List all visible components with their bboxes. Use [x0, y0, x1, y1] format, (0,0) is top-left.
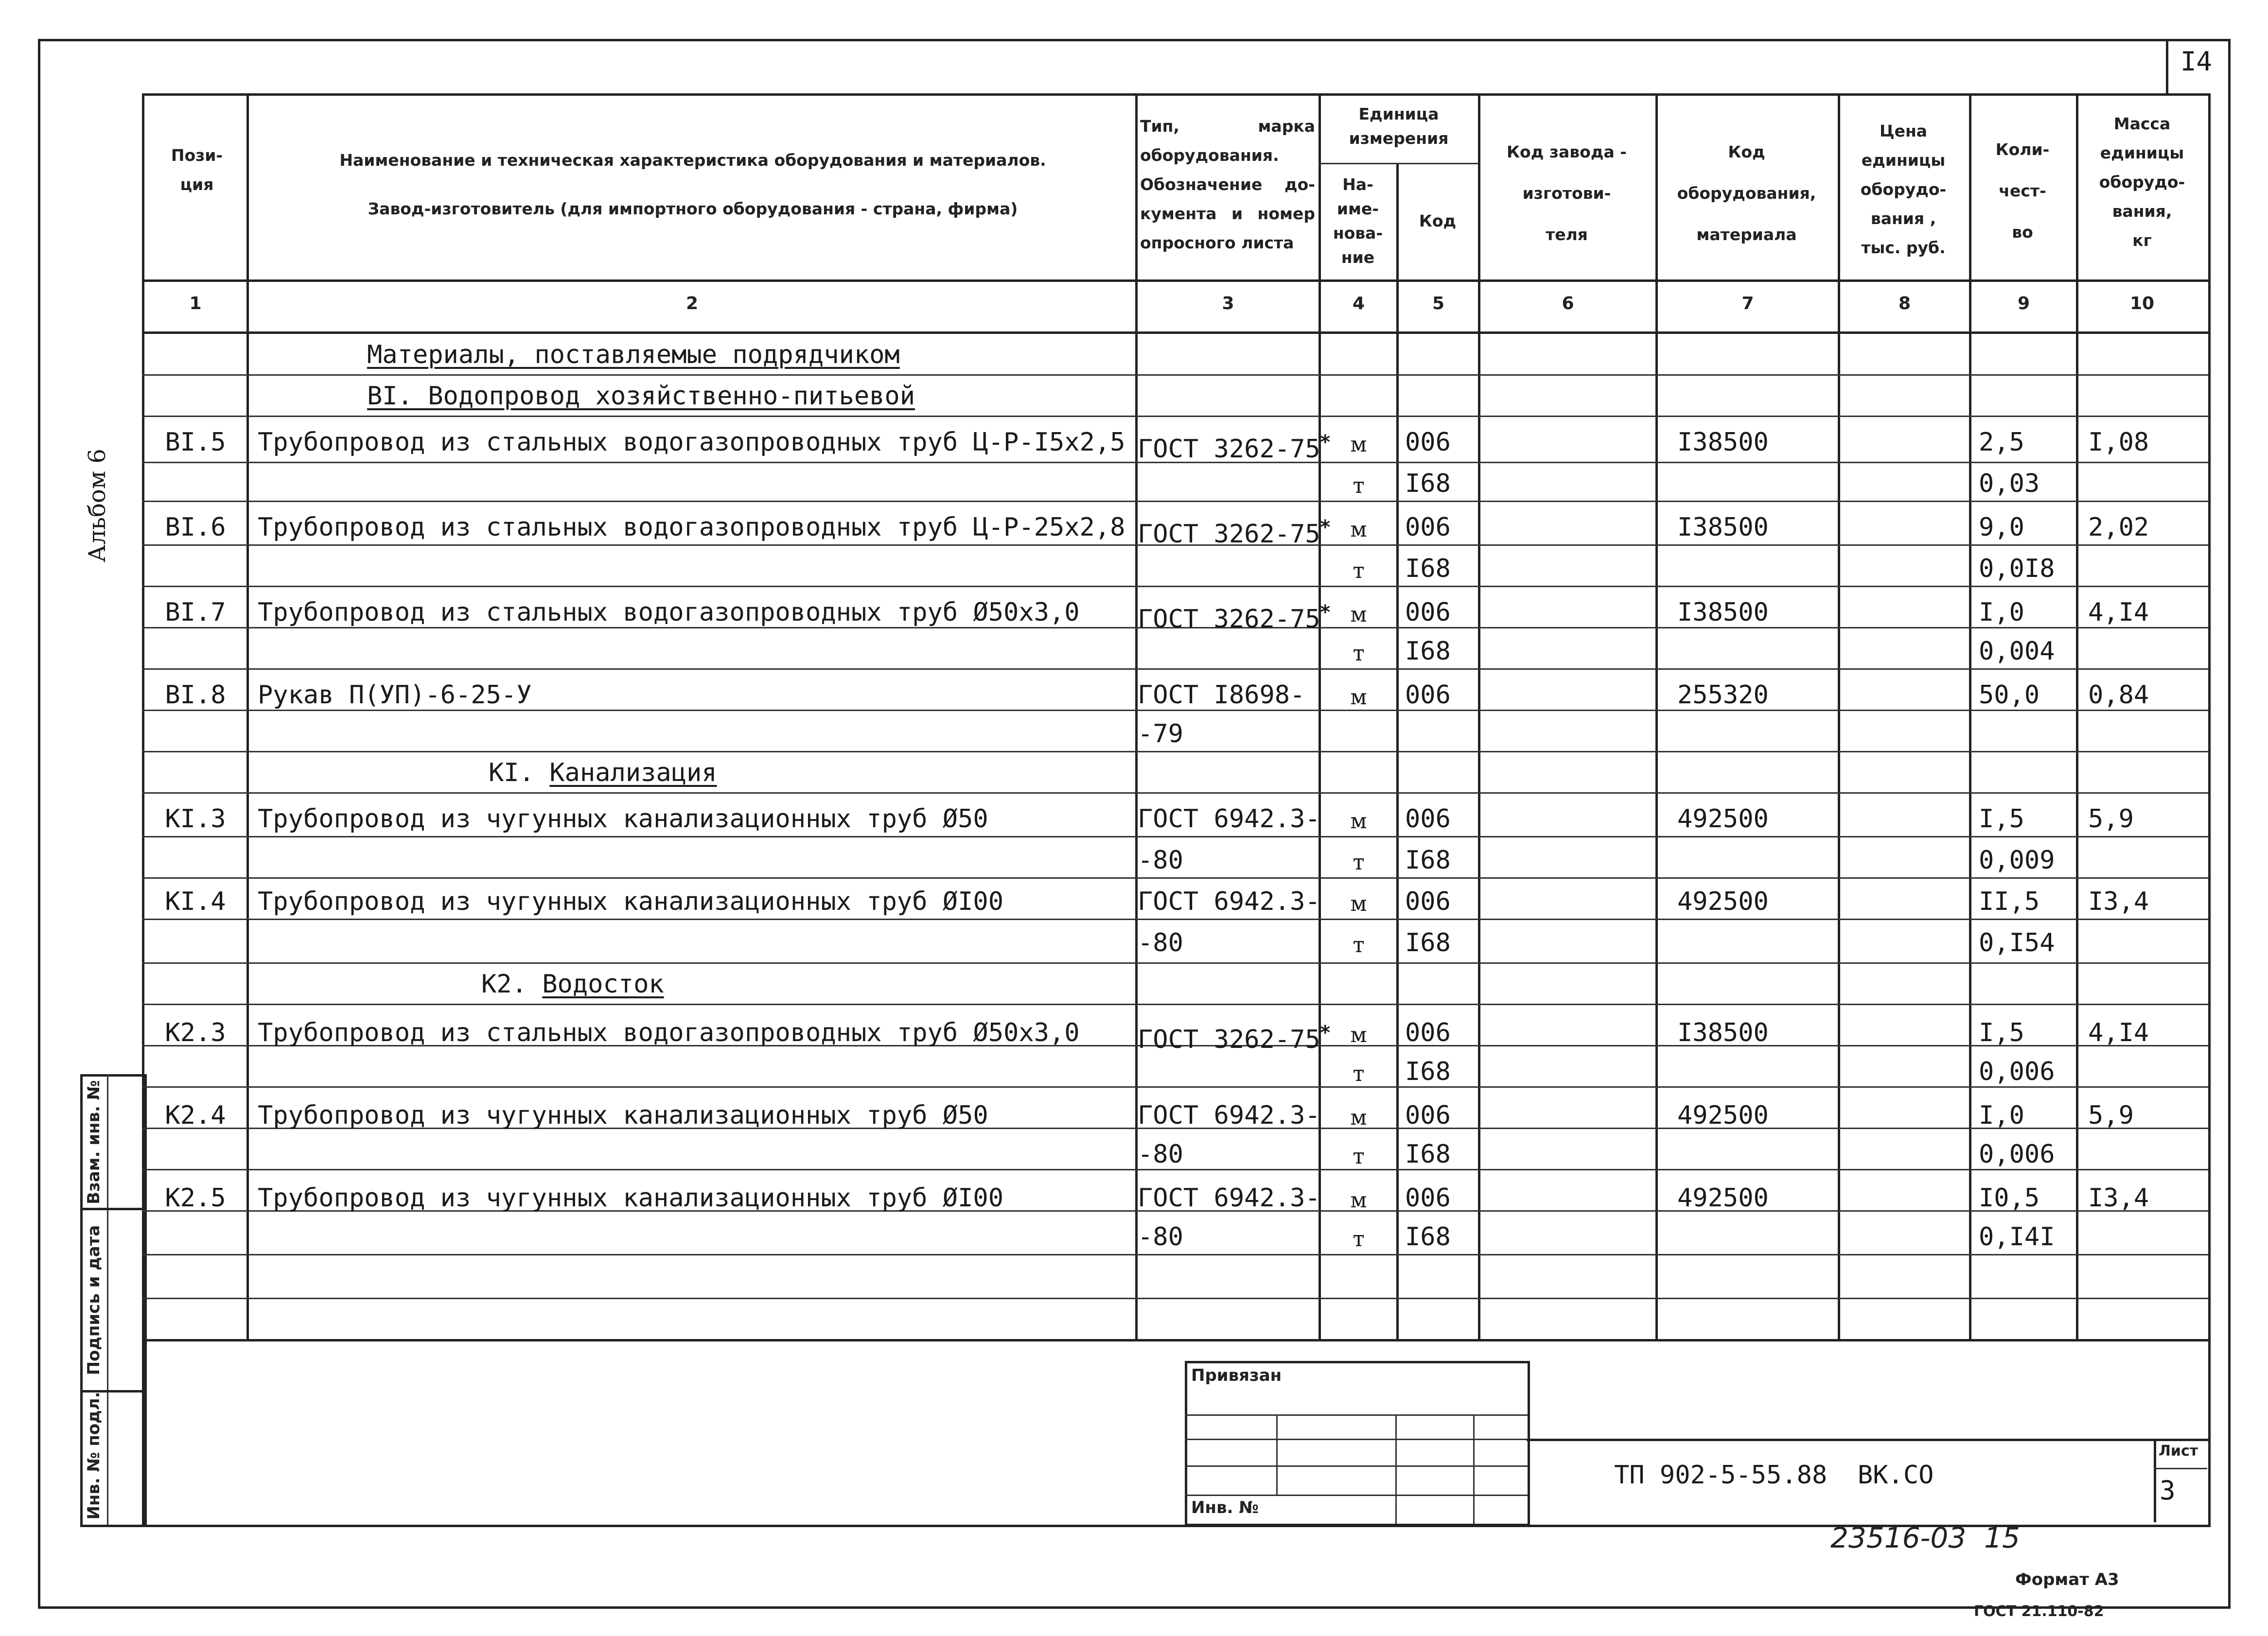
cell-code: I38500: [1677, 513, 1769, 542]
section-sewerage-title: Канализация: [549, 758, 717, 787]
section-sewerage: [489, 758, 717, 787]
column-number: 1: [189, 294, 202, 313]
cell-doc: -80: [1138, 1222, 1183, 1252]
cell-unit: т: [1353, 641, 1365, 666]
title-block-top-line: [1527, 1439, 2208, 1441]
cell-qty: 2,5: [1979, 428, 2024, 457]
cell-doc: -79: [1138, 719, 1183, 748]
cell-code: 492500: [1677, 1101, 1769, 1130]
cell-doc-star: *: [1319, 601, 1331, 624]
row-line: [142, 1298, 2208, 1299]
cell-unit-code: I68: [1405, 1057, 1451, 1086]
cell-unit-code: 006: [1405, 428, 1451, 457]
gost-label: ГОСТ 21.110-82: [1974, 1603, 2104, 1617]
cell-unit-code: 006: [1405, 680, 1451, 710]
cell-pos: K2.3: [165, 1018, 226, 1047]
cell-unit-code: I68: [1405, 1140, 1451, 1169]
cell-name: Трубопровод из стальных водогазопроводных труб Ц-Р-25x2,8: [258, 513, 1125, 542]
cell-doc: ГОСТ 6942.3-: [1138, 1101, 1320, 1130]
cell-code: 492500: [1677, 1183, 1769, 1213]
column-number: 2: [686, 294, 699, 313]
cell-unit-code: 006: [1405, 1018, 1451, 1047]
cell-doc: -80: [1138, 1140, 1183, 1169]
cell-qty: 0,I54: [1979, 928, 2055, 957]
cell-doc-text: ГОСТ 3262-75: [1138, 520, 1320, 549]
side-stamp-podpis: Подпись и дата: [84, 1225, 104, 1375]
header-bottom-line: [142, 279, 2208, 282]
row-line: [142, 1254, 2208, 1255]
cell-doc-text: ГОСТ 3262-75: [1138, 605, 1320, 634]
cell-unit-code: 006: [1405, 804, 1451, 834]
cell-qty: 0,03: [1979, 469, 2040, 498]
row-line: [142, 586, 2208, 587]
cell-unit: т: [1353, 933, 1365, 957]
privyazan-line: [1185, 1495, 1528, 1496]
header-unit-name: На- име- нова- ние: [1333, 175, 1383, 267]
cell-unit: т: [1353, 1144, 1365, 1169]
cell-pos: K2.4: [165, 1101, 226, 1130]
header-name: Наименование и техническая характеристика оборудования и материалов. Завод-изготовитель (для импортного оборудования - страна, фирма): [339, 151, 1046, 218]
cell-unit-code: 006: [1405, 887, 1451, 916]
cell-doc-star: *: [1319, 1022, 1331, 1044]
cell-mass: I3,4: [2088, 1183, 2149, 1213]
cell-pos: K2.5: [165, 1183, 226, 1213]
cell-qty: 50,0: [1979, 680, 2040, 710]
cell-code: I38500: [1677, 1018, 1769, 1047]
row-line: [142, 962, 2208, 964]
privyazan-line: [1185, 1439, 1528, 1440]
cell-qty: 0,0I8: [1979, 554, 2055, 583]
list-box-split: [2154, 1468, 2207, 1469]
cell-pos: BI.6: [165, 513, 226, 542]
cell-qty: I,5: [1979, 1018, 2024, 1047]
cell-unit: м: [1350, 1023, 1367, 1047]
side-stamp-divider: [107, 1074, 108, 1525]
row-line: [142, 1169, 2208, 1170]
cell-doc-text: ГОСТ 3262-75: [1138, 1025, 1320, 1054]
cell-unit: т: [1353, 1227, 1365, 1252]
header-doc: Тип, марка оборудования. Обозначение до- кумента и номер опросного листа: [1140, 117, 1315, 252]
header-equipment-code: Код оборудования, материала: [1677, 142, 1816, 244]
list-label: Лист: [2159, 1443, 2198, 1460]
header-price: Цена единицы оборудо- вания , тыс. руб.: [1860, 122, 1947, 257]
cell-name: Трубопровод из чугунных канализационных труб Ø50: [258, 804, 988, 834]
cell-unit: м: [1350, 432, 1367, 457]
cell-unit: м: [1350, 517, 1367, 542]
header-mass: Масса единицы оборудо- вания, кг: [2099, 114, 2185, 250]
column-number: 5: [1432, 294, 1445, 313]
cell-doc: ГОСТ 6942.3-: [1138, 804, 1320, 834]
cell-qty: 0,006: [1979, 1057, 2055, 1086]
cell-unit: м: [1350, 1105, 1367, 1130]
column-number: 3: [1222, 294, 1234, 313]
section-water-supply: [367, 382, 915, 411]
table-bottom-line: [142, 1339, 2208, 1341]
cell-doc: -80: [1138, 846, 1183, 875]
row-line: [142, 836, 2208, 837]
cell-unit-code: I68: [1405, 554, 1451, 583]
cell-code: 255320: [1677, 680, 1769, 710]
section-sewerage-prefix: KI.: [489, 758, 550, 787]
cell-unit: т: [1353, 473, 1365, 498]
row-line: [142, 710, 2208, 711]
row-line: [142, 792, 2208, 794]
privyazan-col: [1276, 1414, 1278, 1495]
format-label: Формат А3: [2015, 1570, 2119, 1589]
privyazan-line: [1185, 1465, 1528, 1467]
cell-qty: 0,004: [1979, 637, 2055, 666]
cell-doc-text: ГОСТ 3262-75: [1138, 435, 1320, 464]
cell-pos: KI.3: [165, 804, 226, 834]
cell-mass: 5,9: [2088, 804, 2134, 834]
cell-qty: I,0: [1979, 598, 2024, 627]
side-stamp-vzam: Взам. инв. №: [84, 1080, 104, 1204]
cell-doc: [1138, 428, 1331, 464]
row-line: [142, 1004, 2208, 1005]
cell-unit-code: 006: [1405, 513, 1451, 542]
cell-doc: [1138, 513, 1331, 549]
row-line: [142, 751, 2208, 752]
column-number: 8: [1898, 294, 1911, 313]
cell-doc: [1138, 598, 1331, 634]
cell-unit-code: 006: [1405, 1101, 1451, 1130]
cell-unit: м: [1350, 891, 1367, 916]
cell-qty: I,5: [1979, 804, 2024, 834]
cell-mass: 4,I4: [2088, 1018, 2149, 1047]
cell-doc: ГОСТ I8698-: [1138, 680, 1305, 710]
unit-header-split: [1319, 163, 1479, 164]
side-stamp-line-1: [80, 1208, 144, 1210]
side-stamp-inv: Инв. № подл.: [84, 1392, 104, 1520]
cell-unit: м: [1350, 685, 1367, 710]
cell-code: I38500: [1677, 598, 1769, 627]
cell-mass: 5,9: [2088, 1101, 2134, 1130]
cell-qty: II,5: [1979, 887, 2040, 916]
cell-mass: 0,84: [2088, 680, 2149, 710]
row-line: [142, 416, 2208, 417]
cell-code: 492500: [1677, 804, 1769, 834]
column-number-line: [142, 331, 2208, 334]
cell-unit: т: [1353, 1062, 1365, 1086]
section-drain: [481, 970, 664, 999]
header-unit: Единица измерения: [1349, 104, 1449, 148]
cell-unit: м: [1350, 809, 1367, 834]
cell-code: 492500: [1677, 887, 1769, 916]
sheet-corner-number: I4: [2180, 46, 2213, 77]
cell-name: Трубопровод из стальных водогазопроводных труб Ø50x3,0: [258, 1018, 1080, 1047]
cell-pos: BI.8: [165, 680, 226, 710]
cell-unit-code: 006: [1405, 598, 1451, 627]
row-line: [142, 501, 2208, 502]
column-number: 4: [1352, 294, 1365, 313]
privyazan-line: [1185, 1414, 1528, 1416]
cell-doc: -80: [1138, 928, 1183, 957]
cell-qty: 0,006: [1979, 1140, 2055, 1169]
header-quantity: Коли- чест- во: [1995, 140, 2050, 242]
cell-qty: 0,009: [1979, 846, 2055, 875]
column-number: 6: [1562, 294, 1574, 313]
cell-name: Трубопровод из чугунных канализационных труб Ø50: [258, 1101, 988, 1130]
list-number: 3: [2160, 1475, 2176, 1506]
header-position: Пози- ция: [171, 146, 223, 194]
header-factory-code: Код завода - изготови- теля: [1507, 142, 1627, 244]
cell-qty: I0,5: [1979, 1183, 2040, 1213]
privyazan-col: [1473, 1414, 1475, 1524]
cell-unit-code: 006: [1405, 1183, 1451, 1213]
cell-unit: т: [1353, 558, 1365, 583]
cell-doc-star: *: [1319, 431, 1331, 453]
document-designation: ТП 902-5-55.88 ВК.СО: [1614, 1461, 1934, 1490]
album-label: Альбом 6: [84, 449, 111, 562]
cell-unit-code: I68: [1405, 637, 1451, 666]
cell-mass: 2,02: [2088, 513, 2149, 542]
cell-qty: 0,I4I: [1979, 1222, 2055, 1252]
cell-pos: BI.7: [165, 598, 226, 627]
column-number: 9: [2017, 294, 2030, 313]
row-line: [142, 1086, 2208, 1088]
cell-doc: [1138, 1018, 1331, 1054]
cell-unit-code: I68: [1405, 846, 1451, 875]
cell-unit-code: I68: [1405, 1222, 1451, 1252]
section-drain-prefix: K2.: [481, 970, 543, 999]
row-line: [142, 374, 2208, 376]
cell-unit: м: [1350, 602, 1367, 627]
cell-pos: KI.4: [165, 887, 226, 916]
section-materials: Материалы, поставляемые подрядчиком: [367, 340, 900, 369]
cell-unit-code: I68: [1405, 928, 1451, 957]
privyazan-col: [1395, 1414, 1397, 1524]
cell-qty: 9,0: [1979, 513, 2024, 542]
cell-doc: ГОСТ 6942.3-: [1138, 887, 1320, 916]
cell-name: Трубопровод из чугунных канализационных труб ØI00: [258, 1183, 1004, 1213]
cell-qty: I,0: [1979, 1101, 2024, 1130]
cell-unit-code: I68: [1405, 469, 1451, 498]
cell-name: Трубопровод из стальных водогазопроводных труб Ø50x3,0: [258, 598, 1080, 627]
privyazan-label: Привязан: [1191, 1366, 1282, 1385]
cell-name: Трубопровод из чугунных канализационных труб ØI00: [258, 887, 1004, 916]
section-water-supply-title: BI. Водопровод хозяйственно-питьевой: [367, 382, 915, 411]
cell-code: I38500: [1677, 428, 1769, 457]
header-unit-code: Код: [1419, 211, 1457, 230]
cell-mass: I3,4: [2088, 887, 2149, 916]
cell-mass: I,08: [2088, 428, 2149, 457]
cell-name: Трубопровод из стальных водогазопроводных труб Ц-Р-I5x2,5: [258, 428, 1125, 457]
row-line: [142, 919, 2208, 920]
cell-doc: ГОСТ 6942.3-: [1138, 1183, 1320, 1213]
cell-name: Рукав П(УП)-6-25-У: [258, 680, 532, 710]
row-line: [142, 877, 2208, 879]
row-line: [142, 668, 2208, 670]
column-number: 7: [1741, 294, 1754, 313]
cell-mass: 4,I4: [2088, 598, 2149, 627]
handwritten-number: 23516-03 15: [1830, 1521, 2020, 1554]
cell-unit: м: [1350, 1188, 1367, 1213]
cell-unit: т: [1353, 850, 1365, 875]
section-drain-title: Водосток: [542, 970, 664, 999]
inv-no-label: Инв. №: [1191, 1498, 1259, 1517]
column-number: 10: [2129, 294, 2155, 313]
cell-doc-star: *: [1319, 516, 1331, 539]
cell-pos: BI.5: [165, 428, 226, 457]
